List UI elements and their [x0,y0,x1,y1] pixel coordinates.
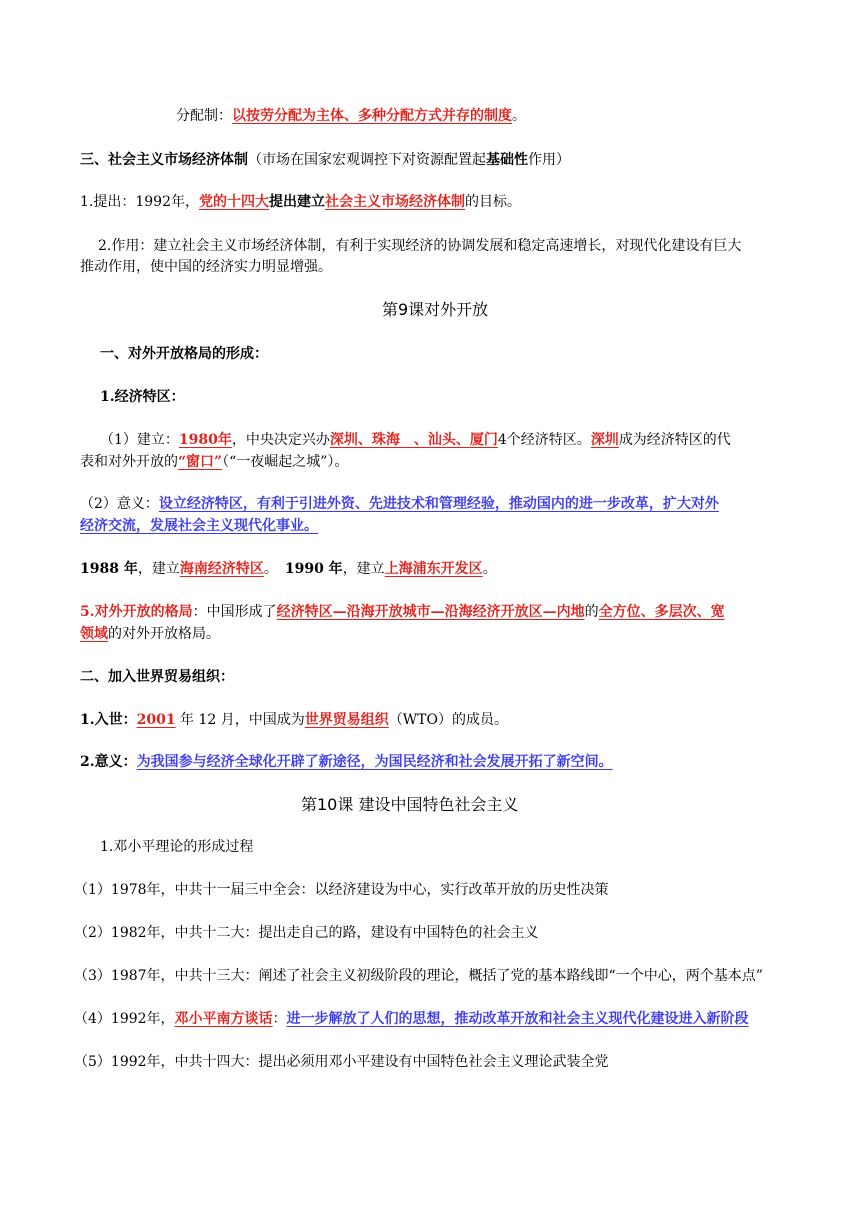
label: 2.意义： [80,754,137,770]
highlight-red: 海南经济特区 [179,561,264,577]
text: ： [272,1011,287,1027]
timeline-item-1982: （2）1982年，中共十二大：提出走自己的路，建设有中国特色的社会主义 [74,925,539,941]
text: ，中央决定兴办 [231,432,330,448]
text: ：中国形成了 [192,604,277,620]
text: 分配制： [176,108,232,124]
highlight-red: 邓小平南方谈话 [174,1011,273,1027]
bold-text: 基础性 [486,152,528,168]
highlight-blue: 设立经济特区，有利于引进外资、先进技术和管理经验，推动国内的进一步改革，扩大对外 [158,496,719,512]
text: 年 12 月，中国成为 [175,712,305,728]
bold-text: 提出建立 [269,194,325,210]
sez-heading: 1.经济特区： [100,389,185,405]
sez-establishment-line [100,430,731,450]
highlight-red: 全方位、多层次、宽 [598,604,725,620]
hainan-pudong-line [80,559,497,579]
year: 1988 年 [80,561,138,577]
text: 。 [263,561,285,577]
text: 的 [584,604,599,620]
lesson-10-title: 第10课 建设中国特色社会主义 [301,795,519,814]
highlight-blue: 进一步解放了人们的思想，推动改革开放和社会主义现代化建设进入新阶段 [286,1011,749,1027]
label: 1.入世： [80,712,137,728]
highlight-red: 党的十四大 [199,194,269,210]
year: 1990 年 [284,561,343,577]
lesson-9-title: 第9课对外开放 [382,300,489,319]
text: 1.提出：1992年， [80,194,199,210]
highlight-red: 世界贸易组织 [304,712,389,728]
section-heading-opening: 一、对外开放格局的形成： [100,346,268,362]
text: 4个经济特区。 [497,432,591,448]
section-heading-market-economy [80,150,570,170]
highlight-red: 1980年 [178,432,232,448]
highlight-red: 深圳、珠海 、汕头、厦门 [329,432,498,448]
text: 作用） [528,152,570,168]
text: 表和对外开放的 [80,454,178,470]
wto-significance-line [80,752,613,772]
text: （WTO）的成员。 [388,712,508,728]
heading-text: 三、社会主义市场经济体制 [80,152,248,168]
highlight-red: 领域 [80,626,108,642]
proposal-line [80,192,521,212]
sez-significance-line-2: 经济交流，发展社会主义现代化事业。 [80,518,318,534]
text: （1）建立： [100,432,179,448]
text: 的对外开放格局。 [108,626,220,642]
section-heading-wto: 二、加入世界贸易组织： [80,669,234,685]
highlight-red: 以按劳分配为主体、多种分配方式并存的制度 [232,108,512,124]
text: ，建立 [342,561,385,577]
text: ，建立 [137,561,180,577]
effect-line-2: 推动作用，使中国的经济实力明显增强。 [80,259,332,275]
text: 。 [512,108,526,124]
text: （2）意义： [80,496,159,512]
timeline-item-1992-south-tour [74,1009,749,1029]
timeline-item-1978: （1）1978年，中共十一届三中全会：以经济建设为中心，实行改革开放的历史性决策 [74,882,609,898]
highlight-red: 上海浦东开发区 [384,561,483,577]
highlight-red: 社会主义市场经济体制 [325,194,465,210]
highlight-red: 经济特区—沿海开放城市—沿海经济开放区—内地 [276,604,585,620]
text: 成为经济特区的代 [618,432,731,448]
distribution-system-line [176,106,526,126]
text: （“一夜崛起之城”）。 [222,454,349,470]
text: 的目标。 [465,194,521,210]
highlight-red: 2001 [136,712,176,728]
opening-pattern-line [80,602,725,622]
label-red: 5.对外开放的格局 [80,604,193,620]
timeline-item-1992-congress: （5）1992年，中共十四大：提出必须用邓小平建设有中国特色社会主义理论武装全党 [74,1054,609,1070]
deng-theory-heading: 1.邓小平理论的形成过程 [100,839,254,855]
text: 。 [482,561,497,577]
opening-pattern-line-2 [80,624,220,644]
text: （4）1992年， [74,1011,175,1027]
sez-establishment-line-2 [80,452,348,472]
timeline-item-1987: （3）1987年，中共十三大：阐述了社会主义初级阶段的理论，概括了党的基本路线即“一个中心，两个基本点” [74,968,763,984]
effect-line-1: 2.作用：建立社会主义市场经济体制，有利于实现经济的协调发展和稳定高速增长，对现代化建设有巨大 [98,238,742,254]
wto-join-line [80,710,508,730]
highlight-blue: 为我国参与经济全球化开辟了新途径，为国民经济和社会发展开拓了新空间。 [136,754,613,770]
highlight-red: “窗口” [178,454,223,470]
sez-significance-line [80,494,719,514]
highlight-red: 深圳 [590,432,619,448]
text: （市场在国家宏观调控下对资源配置起 [248,152,486,168]
